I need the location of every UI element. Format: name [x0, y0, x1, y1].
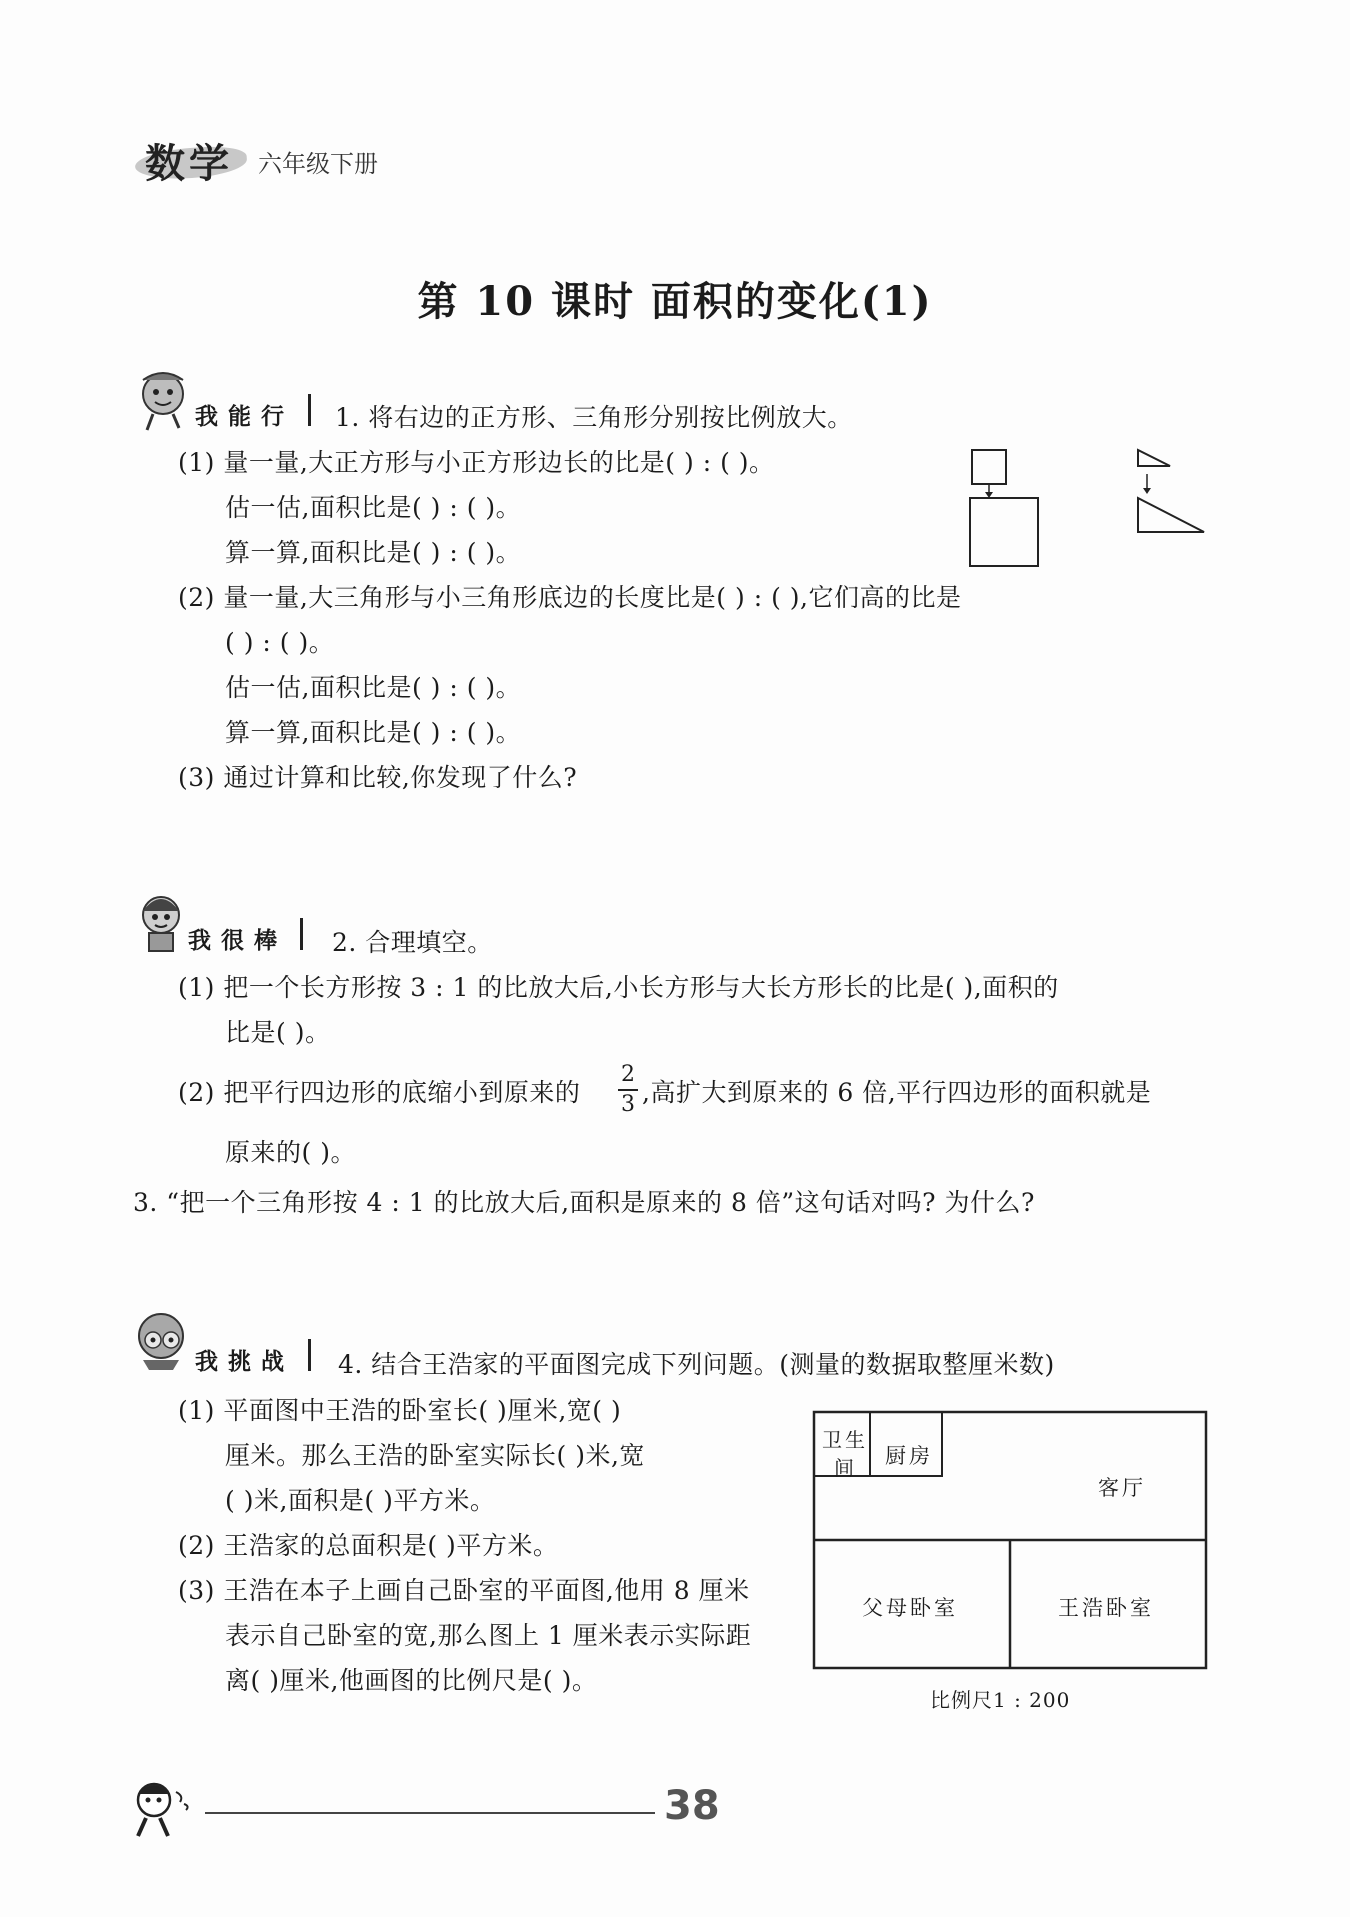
- section-divider: [308, 394, 311, 426]
- small-triangle: [1138, 450, 1170, 466]
- mascot-icon: [135, 370, 191, 432]
- q2-p1-line1: (1) 把一个长方形按 3 : 1 的比放大后,小长方形与大长方形长的比是( ),面积的: [178, 973, 1059, 1002]
- lesson-title: 第 10 课时 面积的变化(1): [417, 278, 933, 325]
- mascot-icon: [133, 1310, 191, 1372]
- q2-p2-part-a: (2) 把平行四边形的底缩小到原来的: [178, 1078, 581, 1107]
- header-grade: 六年级下册: [258, 150, 378, 178]
- footer-mascot-icon: [128, 1778, 198, 1842]
- section-label-s2: 我很棒: [188, 928, 287, 954]
- large-square: [970, 498, 1038, 566]
- section-label-s3: 我挑战: [195, 1349, 294, 1375]
- q2-p2-part-b: ,高扩大到原来的 6 倍,平行四边形的面积就是: [642, 1078, 1152, 1107]
- q4-p3-line3: 离( )厘米,他画图的比例尺是( )。: [225, 1666, 598, 1695]
- q1-p1-line1: (1) 量一量,大正方形与小正方形边长的比是( ) : ( )。: [178, 448, 775, 477]
- large-triangle: [1138, 498, 1204, 532]
- section-label-s1: 我能行: [195, 404, 294, 430]
- floor-plan: [812, 1410, 1212, 1680]
- floor-plan-scale: 比例尺1 : 200: [930, 1688, 1071, 1712]
- q1-stem: 1. 将右边的正方形、三角形分别按比例放大。: [335, 403, 853, 432]
- room-bathroom-line1: 卫生: [822, 1428, 868, 1452]
- small-square: [972, 450, 1006, 484]
- q1-p2-line2: ( ) : ( )。: [225, 628, 335, 657]
- room-kitchen: 厨房: [885, 1444, 933, 1468]
- q1-p2-line4: 算一算,面积比是( ) : ( )。: [225, 718, 522, 747]
- q4-p3-line2: 表示自己卧室的宽,那么图上 1 厘米表示实际距: [225, 1621, 752, 1650]
- room-living-room: 客厅: [1098, 1476, 1146, 1500]
- q2-stem: 2. 合理填空。: [332, 928, 493, 957]
- room-wanghao-bedroom: 王浩卧室: [1058, 1596, 1154, 1620]
- q3-text: 3. “把一个三角形按 4 : 1 的比放大后,面积是原来的 8 倍”这句话对吗? 为什么?: [133, 1188, 1035, 1217]
- room-parents-bedroom: 父母卧室: [862, 1596, 958, 1620]
- q1-p2-line3: 估一估,面积比是( ) : ( )。: [225, 673, 522, 702]
- room-bathroom-line2: 间: [834, 1456, 857, 1480]
- q2-p1-line2: 比是( )。: [225, 1018, 331, 1047]
- q4-p1-line1: (1) 平面图中王浩的卧室长( )厘米,宽( ): [178, 1396, 622, 1425]
- page-number: 38: [664, 1783, 720, 1829]
- q2-fraction: [618, 1064, 638, 1116]
- q4-p1-line3: ( )米,面积是( )平方米。: [225, 1486, 496, 1515]
- shapes-figure: [960, 440, 1220, 570]
- q4-p2: (2) 王浩家的总面积是( )平方米。: [178, 1531, 559, 1560]
- q4-p1-line2: 厘米。那么王浩的卧室实际长( )米,宽: [225, 1441, 645, 1470]
- section-divider: [300, 918, 303, 950]
- q1-p3: (3) 通过计算和比较,你发现了什么?: [178, 763, 578, 792]
- q4-p3-line1: (3) 王浩在本子上画自己卧室的平面图,他用 8 厘米: [178, 1576, 750, 1605]
- q4-stem: 4. 结合王浩家的平面图完成下列问题。(测量的数据取整厘米数): [338, 1350, 1055, 1379]
- q1-p2-line1: (2) 量一量,大三角形与小三角形底边的长度比是( ) : ( ),它们高的比是: [178, 583, 962, 612]
- q1-p1-line3: 算一算,面积比是( ) : ( )。: [225, 538, 522, 567]
- fraction-denominator: 3: [621, 1092, 635, 1117]
- fraction-numerator: 2: [621, 1062, 635, 1087]
- q2-p2-line2: 原来的( )。: [225, 1138, 356, 1167]
- section-divider: [308, 1339, 311, 1371]
- q1-p1-line2: 估一估,面积比是( ) : ( )。: [225, 493, 522, 522]
- mascot-icon: [135, 893, 187, 955]
- header-subject: 数学: [145, 141, 233, 187]
- footer-rule: [205, 1812, 655, 1814]
